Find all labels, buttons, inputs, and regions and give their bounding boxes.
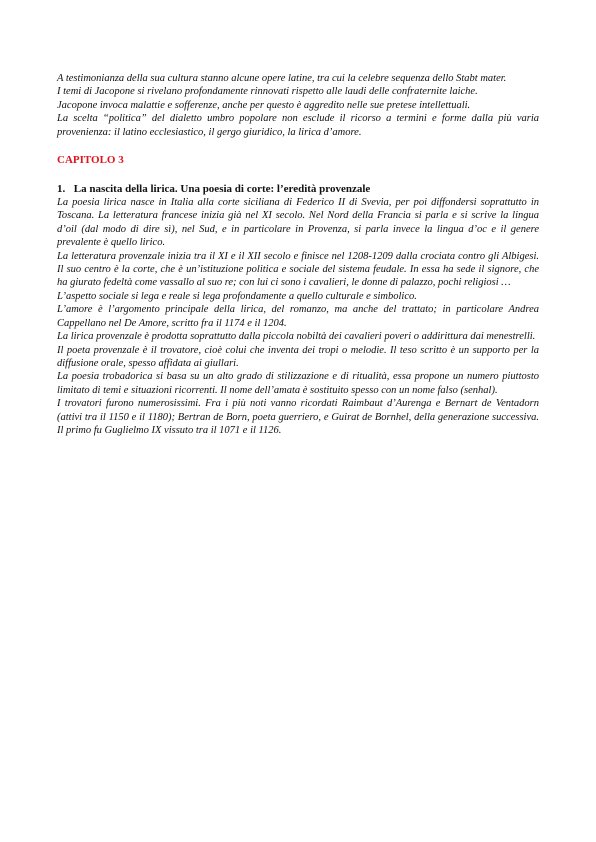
body-paragraph: L’aspetto sociale si lega e reale si lega profondamente a quello culturale e simbolico. [57, 290, 417, 302]
intro-paragraph: La scelta “politica” del dialetto umbro popolare non esclude il ricorso a termini e forme dalla più varia provenienza: il latino ecclesiastico, il gergo giuridico, la lirica d’amore. [57, 113, 539, 138]
body-paragraph: I trovatori furono numerosissimi. Fra i più noti vanno ricordati Raimbaut d’Aurenga e Bernart de Ventadorn (attivi tra il 1150 e il 1180); Bertran de Born, poeta guerriero, e Guirat de Bornhel, della generazione successiva. Il primo fu Guglielmo IX vissuto tra il 1071 e il 1126. [57, 398, 539, 436]
intro-block [57, 72, 539, 139]
section-title: La nascita della lirica. Una poesia di corte: l’eredità provenzale [73, 183, 371, 196]
body-paragraph: La poesia lirica nasce in Italia alla corte siciliana di Federico II di Svevia, per poi diffondersi soprattutto in Toscana. La letteratura francese inizia già nel XI secolo. Nel Nord della Francia si parla e si scrive la lingua d’oil (dal modo di dire sì), nel Sud, e in particolare in Provenza, si parla invece la lingua d’oc e il genere prevalente è quello lirico. [57, 197, 539, 249]
document-page [57, 72, 539, 437]
intro-paragraph: A testimonianza della sua cultura stanno alcune opere latine, tra cui la celebre sequenza dello Stabt mater. [57, 73, 507, 84]
body-paragraph: L’amore è l’argomento principale della lirica, del romanzo, ma anche del trattato; in particolare Andrea Cappellano nel De Amore, scritto fra il 1174 e il 1204. [57, 304, 539, 329]
body-paragraph: La lirica provenzale è prodotta soprattutto dalla piccola nobiltà dei cavalieri poveri o addirittura dai menestrelli. [57, 331, 536, 343]
body-paragraph: La poesia trobadorica si basa su un alto grado di stilizzazione e di ritualità, essa propone un numero piuttosto limitato di temi e situazioni ricorrenti. Il nome dell’amata è sostituito spesso con un nome falso (senhal). [57, 371, 539, 396]
section-body [57, 196, 539, 437]
body-paragraph: Il poeta provenzale è il trovatore, cioè colui che inventa dei tropi o melodie. Il teso scritto è un supporto per la diffusione orale, spesso affidata ai giullari. [57, 344, 539, 369]
section-number: 1. [57, 183, 66, 196]
intro-paragraph: Jacopone invoca malattie e sofferenze, anche per questo è aggredito nelle sue pretese intellettuali. [57, 99, 471, 111]
chapter-heading: CAPITOLO 3 [57, 154, 124, 167]
section-heading [57, 182, 539, 196]
intro-paragraph: I temi di Jacopone si rivelano profondamente rinnovati rispetto alle laudi delle confraternite laiche. [57, 86, 478, 98]
body-paragraph: La letteratura provenzale inizia tra il XI e il XII secolo e finisce nel 1208-1209 dalla crociata contro gli Albigesi. Il suo centro è la corte, che è un’istituzione politica e sociale del sistema feudale. In essa ha sede il signore, che ha giurato fedeltà come vassallo al suo re; con lui ci sono i cavalieri, le donne di palazzo, pochi religiosi … [57, 250, 539, 289]
